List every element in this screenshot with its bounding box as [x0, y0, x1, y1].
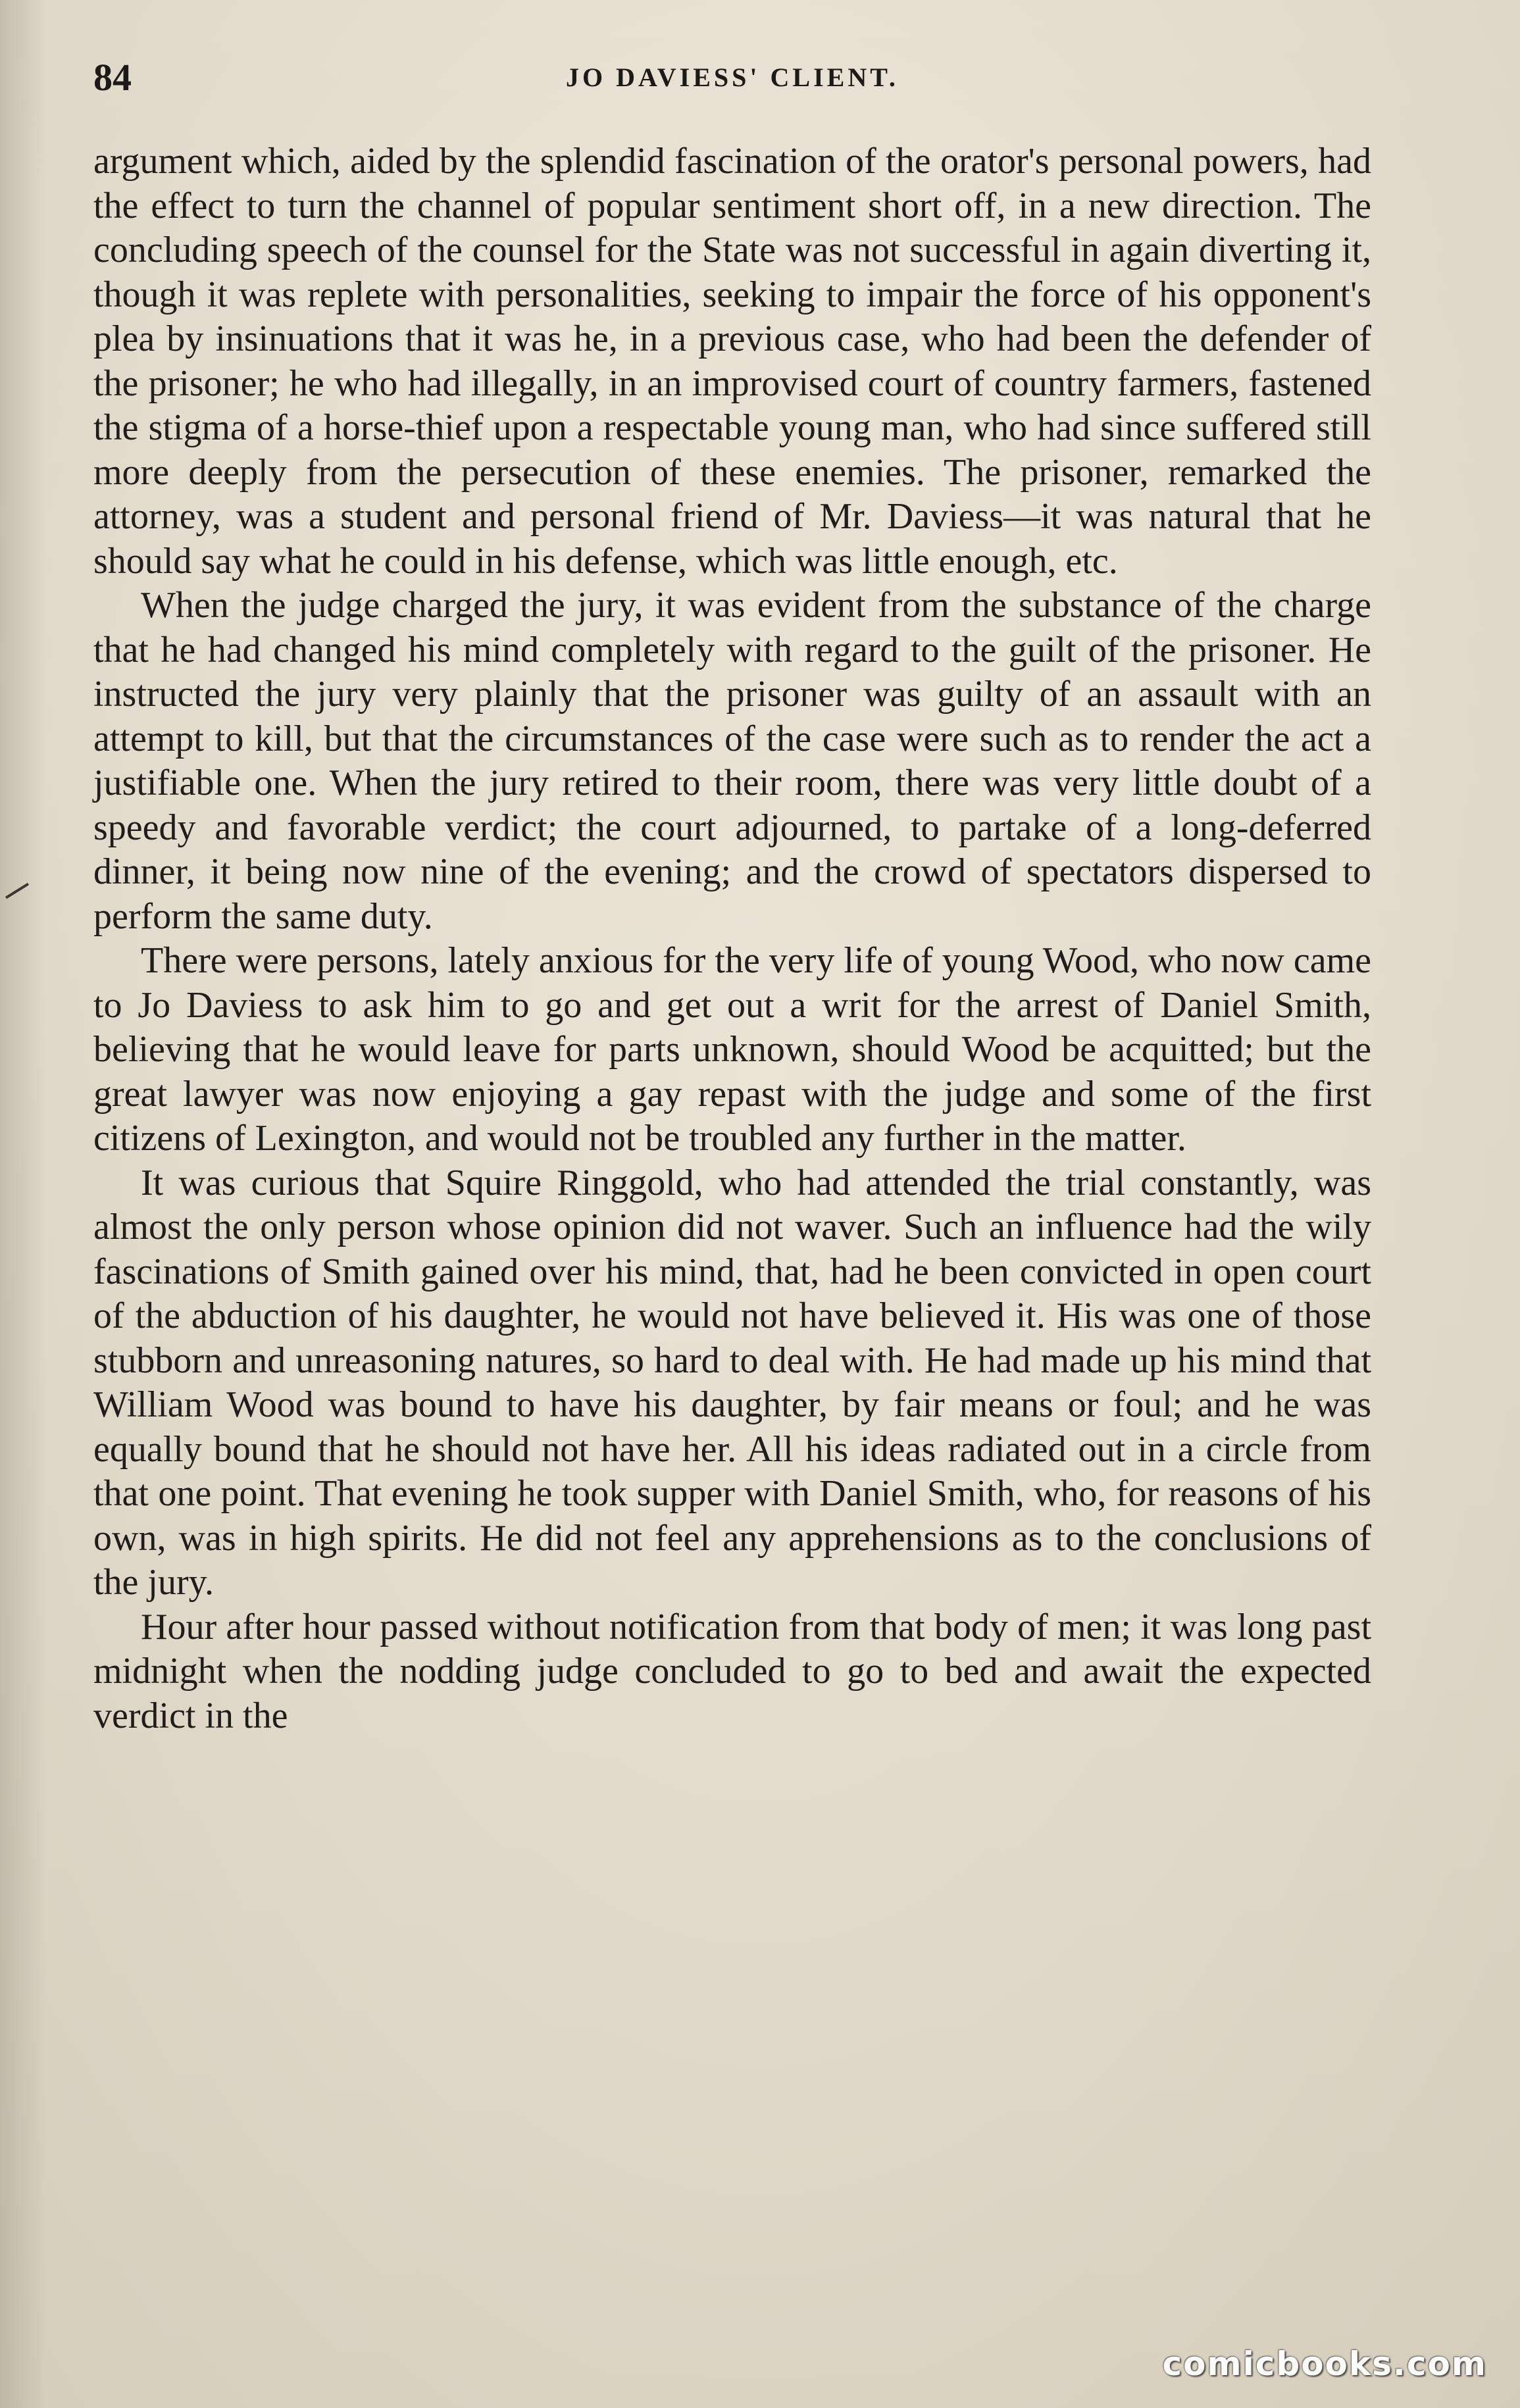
margin-pencil-mark — [5, 883, 29, 899]
paragraph-1: argument which, aided by the splendid fascination of the orator's personal powers, had the effect to turn the channel of popular sentiment short off, in a new direction. The concluding speech of the counsel for the State was not successful in again diverting it, though it was replete with personalities, seeking to impair the force of his opponent's plea by insinuations that it was he, in a previous case, who had been the defender of the prisoner; he who had illegally, in an improvised court of country farmers, fastened the stigma of a horse-thief upon a respectable young man, who had since suffered still more deeply from the persecution of these enemies. The prisoner, remarked the attorney, was a student and personal friend of Mr. Daviess—it was natural that he should say what he could in his defense, which was little enough, etc. — [93, 141, 1371, 582]
watermark: comicbooks.com — [1162, 2345, 1487, 2383]
page-number: 84 — [93, 56, 132, 99]
body-text — [93, 139, 1371, 1738]
paragraph-5: Hour after hour passed without notification from that body of men; it was long past midnight when the nodding judge concluded to go to bed and await the expected verdict in the — [93, 1606, 1371, 1736]
paragraph-4: It was curious that Squire Ringgold, who had attended the trial constantly, was almost the only person whose opinion did not waver. Such an influence had the wily fascinations of Smith gained over his mind, that, had he been convicted in open court of the abduction of his daughter, he would not have believed it. His was one of those stubborn and unreasoning natures, so hard to deal with. He had made up his mind that William Wood was bound to have his daughter, by fair means or foul; and he was equally bound that he should not have her. All his ideas radiated out in a circle from that one point. That evening he took supper with Daniel Smith, who, for reasons of his own, was in high spirits. He did not feel any apprehensions as to the conclusions of the jury. — [93, 1162, 1371, 1603]
paragraph-3: There were persons, lately anxious for the very life of young Wood, who now came to Jo Daviess to ask him to go and get out a writ for the arrest of Daniel Smith, believing that he would leave for parts unknown, should Wood be acquitted; but the great lawyer was now enjoying a gay repast with the judge and some of the first citizens of Lexington, and would not be troubled any further in the matter. — [93, 940, 1371, 1159]
paragraph-2: When the judge charged the jury, it was evident from the substance of the charge that he had changed his mind completely with regard to the guilt of the prisoner. He instructed the jury very plainly that the prisoner was guilty of an assault with an attempt to kill, but that the circumstances of the case were such as to render the act a justifiable one. When the jury retired to their room, there was very little doubt of a speedy and favorable verdict; the court adjourned, to partake of a long-deferred dinner, it being now nine of the evening; and the crowd of spectators dispersed to perform the same duty. — [93, 585, 1371, 937]
running-head: JO DAVIESS' CLIENT. — [566, 63, 899, 92]
page-header — [93, 51, 1371, 104]
